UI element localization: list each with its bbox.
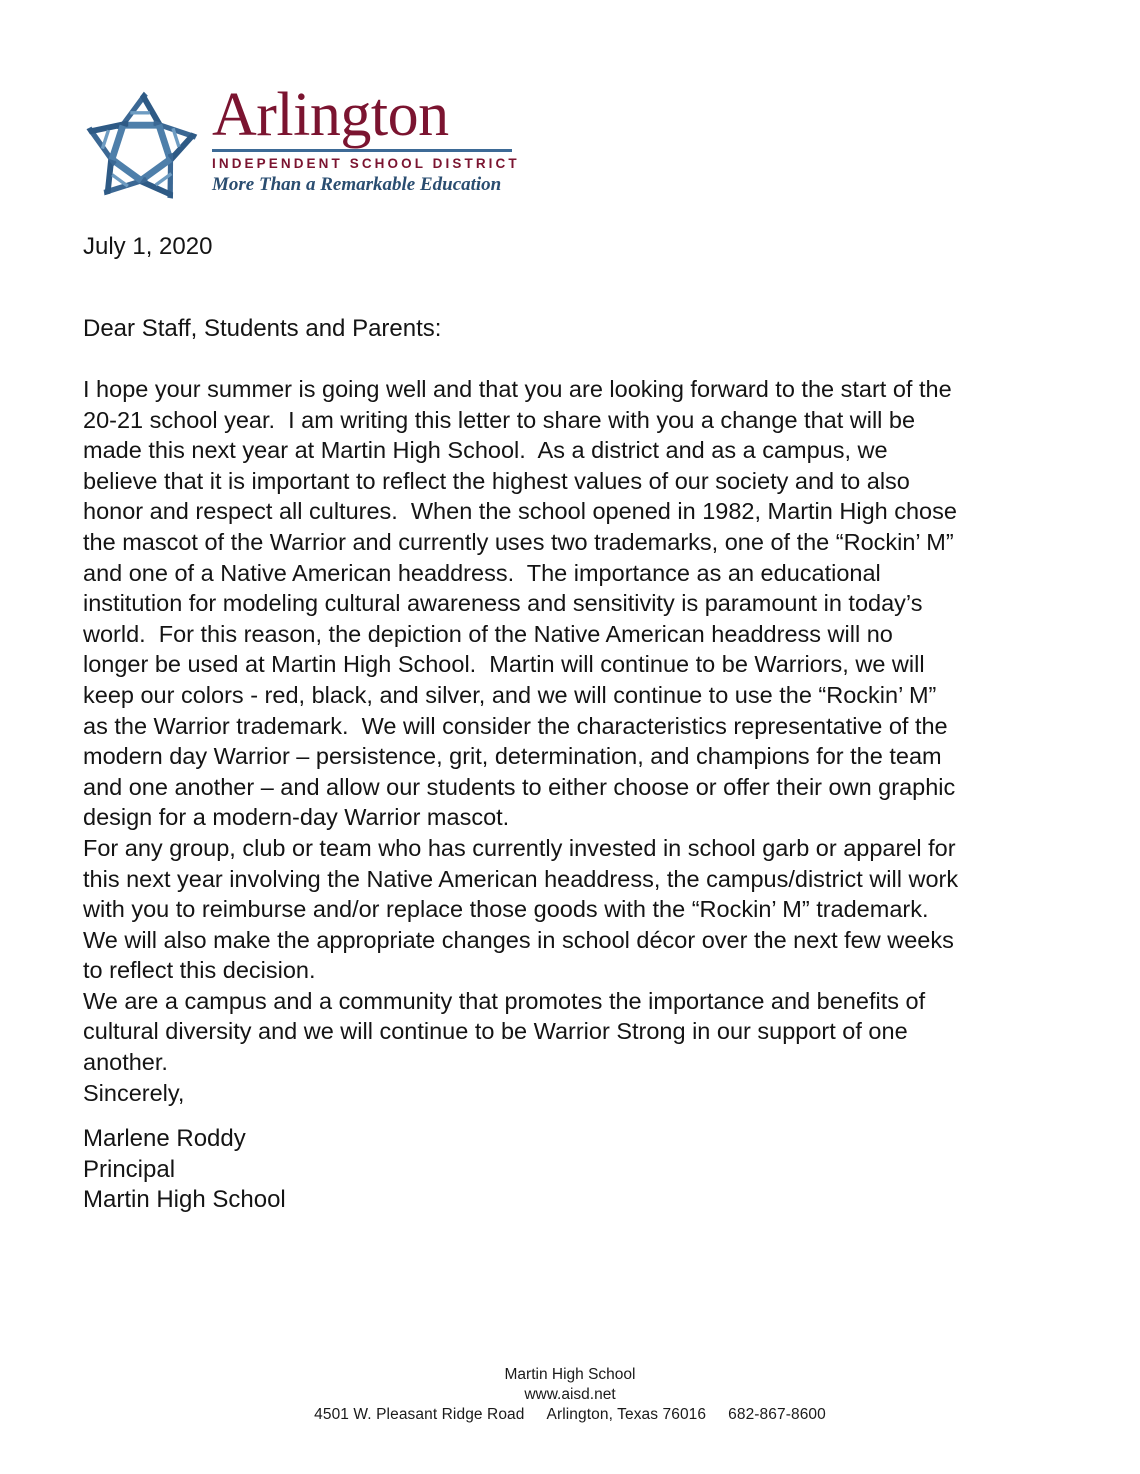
letter-body-line: 20-21 school year. I am writing this letter to share with you a change that will be	[83, 406, 916, 433]
letter-body-line: and one of a Native American headdress. The importance as an educational	[83, 559, 881, 586]
letter-body-line: world. For this reason, the depiction of the Native American headdress will no	[83, 620, 893, 647]
letter-body-line: the mascot of the Warrior and currently uses two trademarks, one of the “Rockin’ M”	[83, 528, 954, 555]
letter-body-line: with you to reimburse and/or replace those goods with the “Rockin’ M” trademark.	[83, 896, 929, 923]
footer-school: Martin High School	[504, 1366, 636, 1383]
wordmark-divider	[212, 147, 512, 154]
district-tagline: More Than a Remarkable Education	[212, 173, 502, 195]
footer-website: www.aisd.net	[524, 1386, 616, 1403]
footer-address-line	[0, 1405, 1140, 1425]
page-footer	[0, 1365, 1140, 1425]
letter-body	[83, 374, 1063, 1108]
letter-salutation: Dear Staff, Students and Parents:	[83, 315, 442, 342]
letter-body-line: Sincerely,	[83, 1079, 185, 1106]
letterhead	[78, 81, 520, 210]
footer-city-state-zip: Arlington, Texas 76016	[546, 1406, 707, 1423]
district-subtitle: INDEPENDENT SCHOOL DISTRICT	[212, 155, 520, 171]
letter-body-line: modern day Warrior – persistence, grit, determination, and champions for the team	[83, 743, 942, 770]
letter-body-line: We are a campus and a community that promotes the importance and benefits of	[83, 987, 926, 1014]
signature-title: Principal	[83, 1155, 176, 1183]
letter-body-line: this next year involving the Native American headdress, the campus/district will work	[83, 865, 959, 892]
district-wordmark	[212, 81, 520, 196]
letter-body-line: We will also make the appropriate changes in school décor over the next few weeks	[83, 926, 954, 953]
letter-body-line: design for a modern-day Warrior mascot.	[83, 804, 510, 831]
letter-date: July 1, 2020	[83, 233, 213, 260]
letter-body-line: I hope your summer is going well and that you are looking forward to the start of the	[83, 376, 952, 402]
letter-body-line: as the Warrior trademark. We will consider the characteristics representative of the	[83, 712, 948, 739]
letter-body-line: institution for modeling cultural awareness and sensitivity is paramount in today’s	[83, 590, 923, 617]
footer-phone: 682-867-8600	[728, 1406, 826, 1423]
letter-body-line: For any group, club or team who has currently invested in school garb or apparel for	[83, 834, 956, 861]
letter-body-line: keep our colors - red, black, and silver, and we will continue to use the “Rockin’ M”	[83, 681, 937, 708]
footer-street: 4501 W. Pleasant Ridge Road	[314, 1406, 525, 1423]
letter-body-line: to reflect this decision.	[83, 957, 316, 984]
letter-body-line: and one another – and allow our students to either choose or offer their own graphic	[83, 773, 956, 800]
letter-body-line: another.	[83, 1049, 168, 1076]
signature-block	[83, 1124, 286, 1216]
letter-body-line: honor and respect all cultures. When the school opened in 1982, Martin High chose	[83, 498, 957, 525]
letter-body-line: made this next year at Martin High School. As a district and as a campus, we	[83, 437, 888, 464]
signature-school: Martin High School	[83, 1186, 286, 1214]
arlington-isd-star-logo-icon	[78, 84, 204, 210]
signature-name: Marlene Roddy	[83, 1125, 246, 1152]
letter-body-line: longer be used at Martin High School. Martin will continue to be Warriors, we will	[83, 651, 925, 678]
letter-body-line: cultural diversity and we will continue to be Warrior Strong in our support of one	[83, 1018, 908, 1045]
district-name: Arlington	[212, 81, 449, 149]
letter-body-line: believe that it is important to reflect the highest values of our society and to also	[83, 467, 910, 494]
